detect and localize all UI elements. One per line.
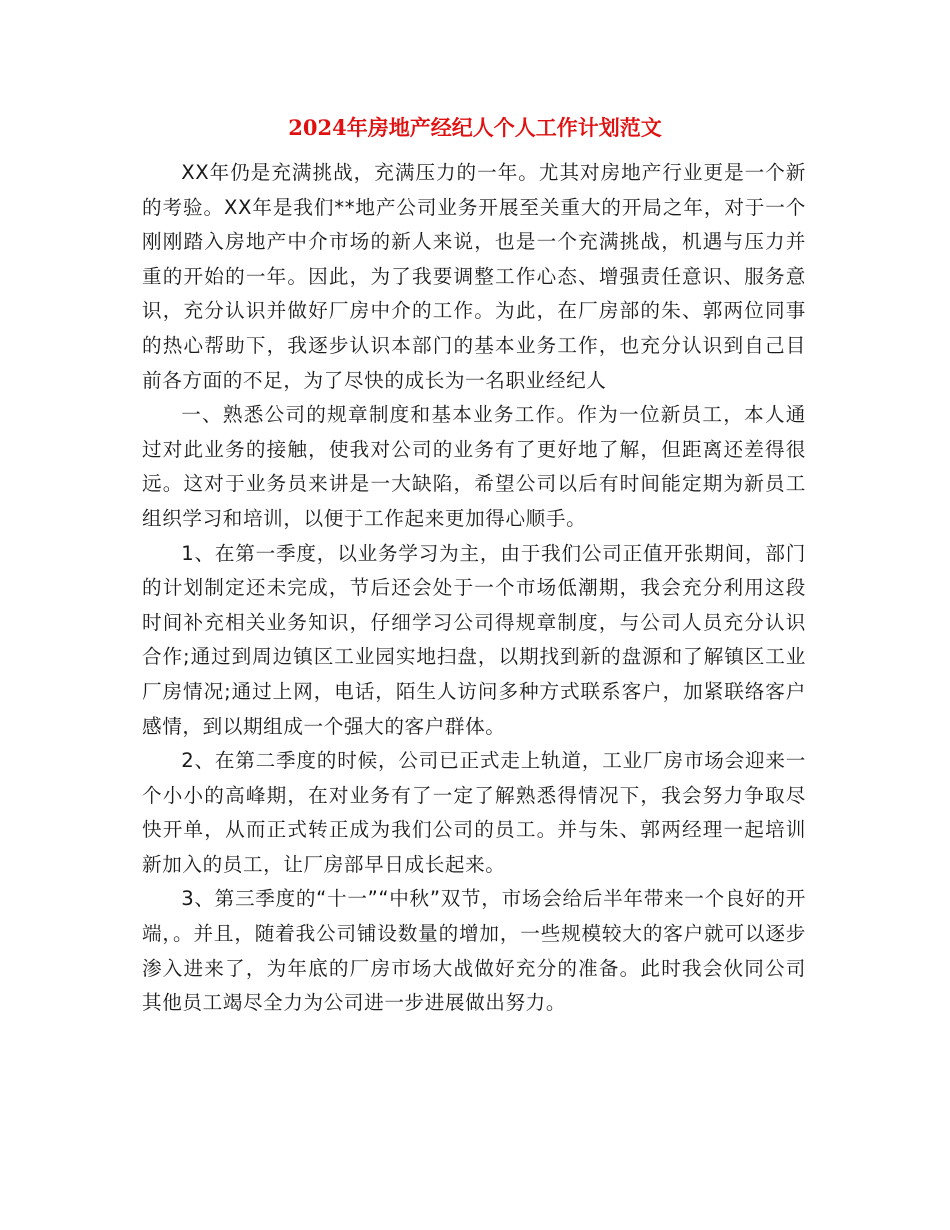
document-title: 2024年房地产经纪人个人工作计划范文 xyxy=(288,115,662,140)
document-body xyxy=(142,156,806,1021)
paragraph-intro: XX年仍是充满挑战，充满压力的一年。尤其对房地产行业更是一个新的考验。XX年是我们**地产公司业务开展至关重大的开局之年，对于一个刚刚踏入房地产中介市场的新人来说，也是一个充满挑战，机遇与压力并重的开始的一年。因此，为了我要调整工作心态、增强责任意识、服务意识，充分认识并做好厂房中介的工作。为此，在厂房部的朱、郭两位同事的热心帮助下，我逐步认识本部门的基本业务工作，也充分认识到自己目前各方面的不足，为了尽快的成长为一名职业经纪人 xyxy=(142,161,806,392)
paragraph-q3: 3、第三季度的“十一”“中秋”双节，市场会给后半年带来一个良好的开端，。并且，随着我公司铺设数量的增加，一些规模较大的客户就可以逐步渗入进来了，为年底的厂房市场大战做好充分的准备。此时我会伙同公司其他员工竭尽全力为公司进一步进展做出努力。 xyxy=(142,887,806,1015)
paragraph-q1: 1、在第一季度，以业务学习为主，由于我们公司正值开张期间，部门的计划制定还未完成，节后还会处于一个市场低潮期，我会充分利用这段时间补充相关业务知识，仔细学习公司得规章制度，与公司人员充分认识合作;通过到周边镇区工业园实地扫盘，以期找到新的盘源和了解镇区工业厂房情况;通过上网，电话，陌生人访问多种方式联系客户，加紧联络客户感情，到以期组成一个强大的客户群体。 xyxy=(142,541,806,738)
paragraph-q2: 2、在第二季度的时候，公司已正式走上轨道，工业厂房市场会迎来一个小小的高峰期，在对业务有了一定了解熟悉得情况下，我会努力争取尽快开单，从而正式转正成为我们公司的员工。并与朱、郭两经理一起培训新加入的员工，让厂房部早日成长起来。 xyxy=(142,749,806,876)
paragraph-section-1: 一、熟悉公司的规章制度和基本业务工作。作为一位新员工，本人通过对此业务的接触，使我对公司的业务有了更好地了解，但距离还差得很远。这对于业务员来讲是一大缺陷，希望公司以后有时间能定期为新员工组织学习和培训，以便于工作起来更加得心顺手。 xyxy=(142,403,806,530)
